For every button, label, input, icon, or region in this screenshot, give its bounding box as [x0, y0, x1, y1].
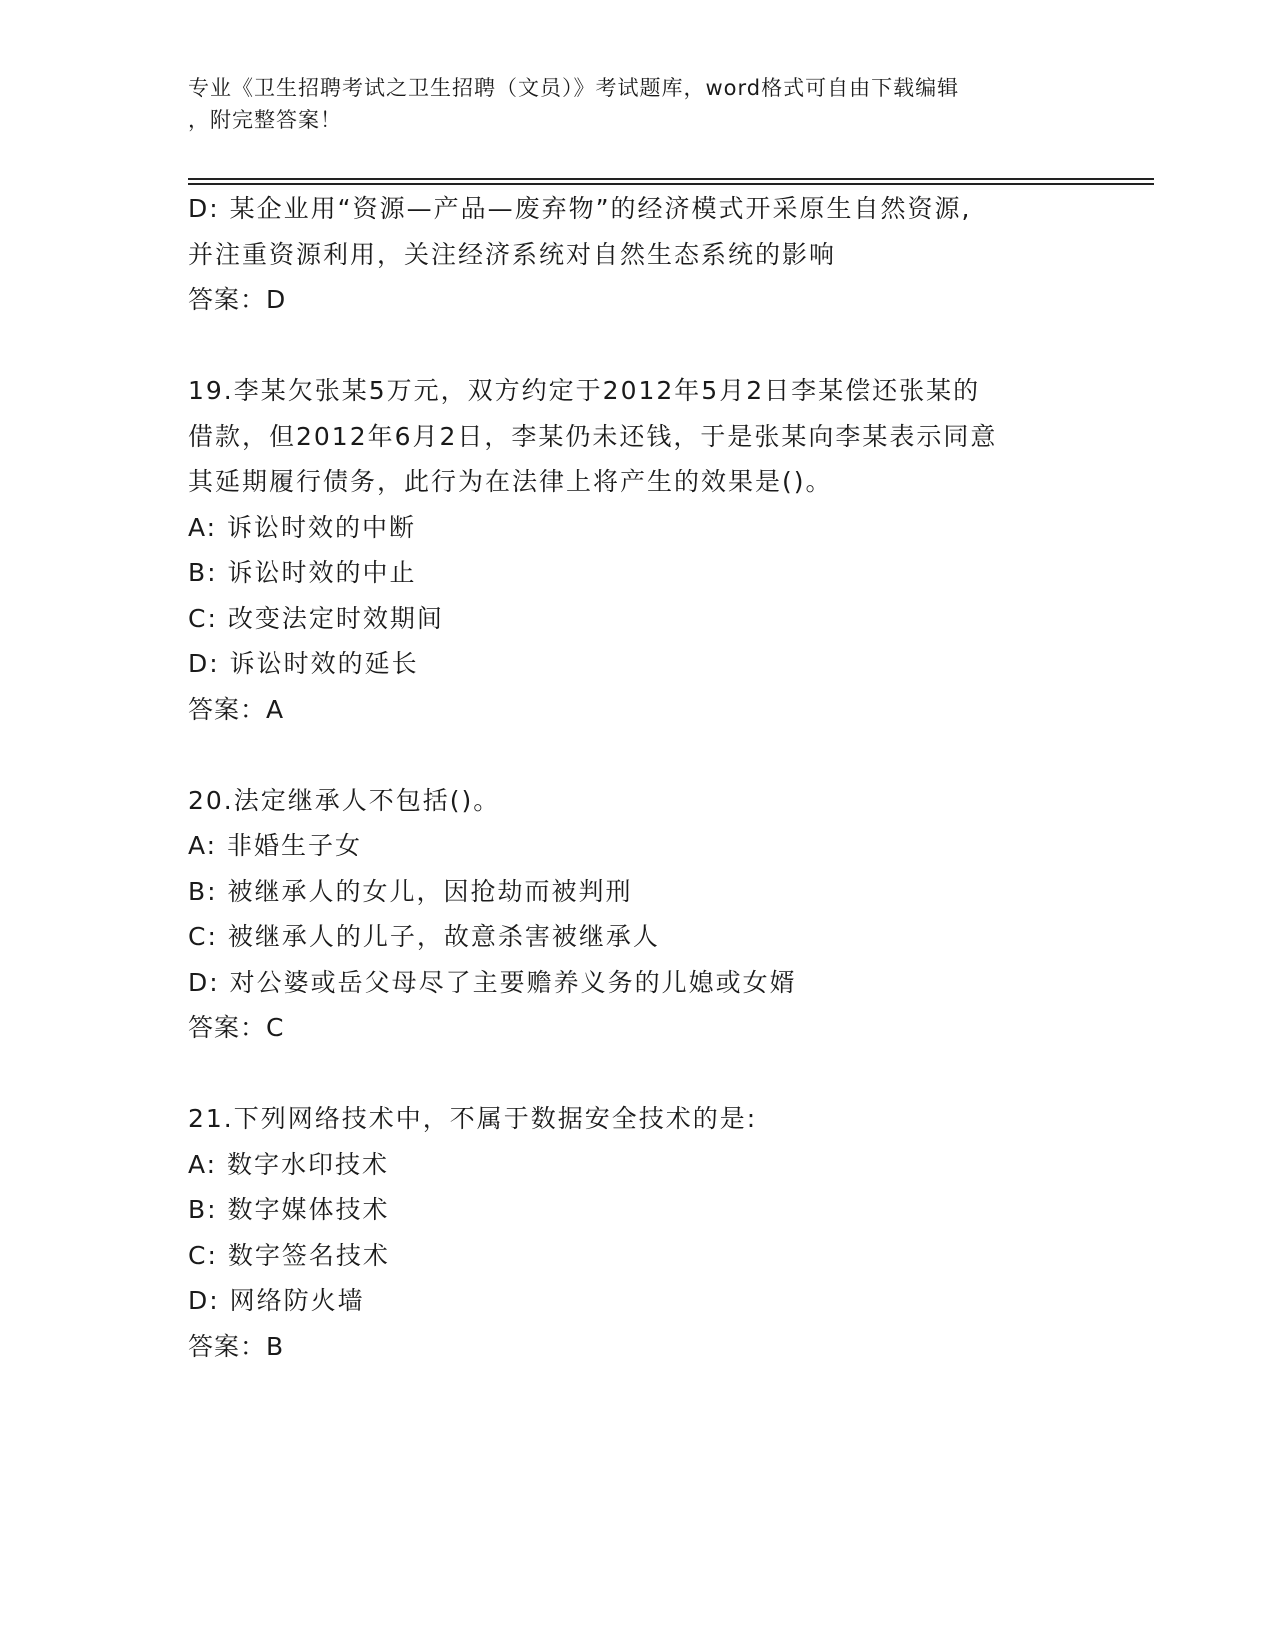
question-20	[188, 778, 1118, 1051]
option-a: A: 非婚生子女	[188, 831, 363, 860]
header-divider-bottom	[188, 183, 1154, 185]
question-stem-line: 借款，但2012年6月2日，李某仍未还钱，于是张某向李某表示同意	[188, 421, 998, 451]
option-b: B: 诉讼时效的中止	[188, 558, 417, 587]
previous-question-tail	[188, 186, 1118, 323]
option-d-line-2: 并注重资源利用，关注经济系统对自然生态系统的影响	[188, 239, 837, 269]
page-header	[188, 72, 1088, 136]
option-b: B: 被继承人的女儿，因抢劫而被判刑	[188, 876, 633, 906]
option-d: D: 网络防火墙	[188, 1286, 365, 1315]
option-d: D: 诉讼时效的延长	[188, 649, 419, 678]
question-21	[188, 1096, 1118, 1369]
answer-line: 答案：D	[188, 285, 287, 314]
answer-line: 答案：A	[188, 694, 285, 724]
option-d: D: 对公婆或岳父母尽了主要赡养义务的儿媳或女婿	[188, 967, 797, 997]
option-c: C: 被继承人的儿子，故意杀害被继承人	[188, 922, 660, 951]
option-c: C: 数字签名技术	[188, 1240, 390, 1270]
option-c: C: 改变法定时效期间	[188, 603, 444, 633]
question-stem-line: 21.下列网络技术中，不属于数据安全技术的是:	[188, 1104, 758, 1133]
answer-line: 答案：C	[188, 1013, 285, 1042]
option-a: A: 数字水印技术	[188, 1149, 390, 1179]
question-stem-line: 19.李某欠张某5万元，双方约定于2012年5月2日李某偿还张某的	[188, 376, 981, 405]
question-stem-line: 20.法定继承人不包括()。	[188, 785, 501, 815]
spacer	[188, 1051, 1118, 1097]
option-b: B: 数字媒体技术	[188, 1195, 390, 1224]
question-content	[188, 186, 1118, 1369]
spacer	[188, 323, 1118, 369]
option-a: A: 诉讼时效的中断	[188, 512, 417, 542]
answer-line: 答案：B	[188, 1331, 285, 1361]
option-d-line-1: D: 某企业用“资源—产品—废弃物”的经济模式开采原生自然资源,	[188, 194, 972, 223]
spacer	[188, 732, 1118, 778]
header-divider-top	[188, 178, 1154, 180]
question-19	[188, 368, 1118, 732]
question-stem-line: 其延期履行债务，此行为在法律上将产生的效果是()。	[188, 467, 833, 496]
header-line-2: ，附完整答案！	[188, 108, 342, 132]
header-line-1: 专业《卫生招聘考试之卫生招聘（文员）》考试题库，word格式可自由下载编辑	[188, 76, 960, 100]
